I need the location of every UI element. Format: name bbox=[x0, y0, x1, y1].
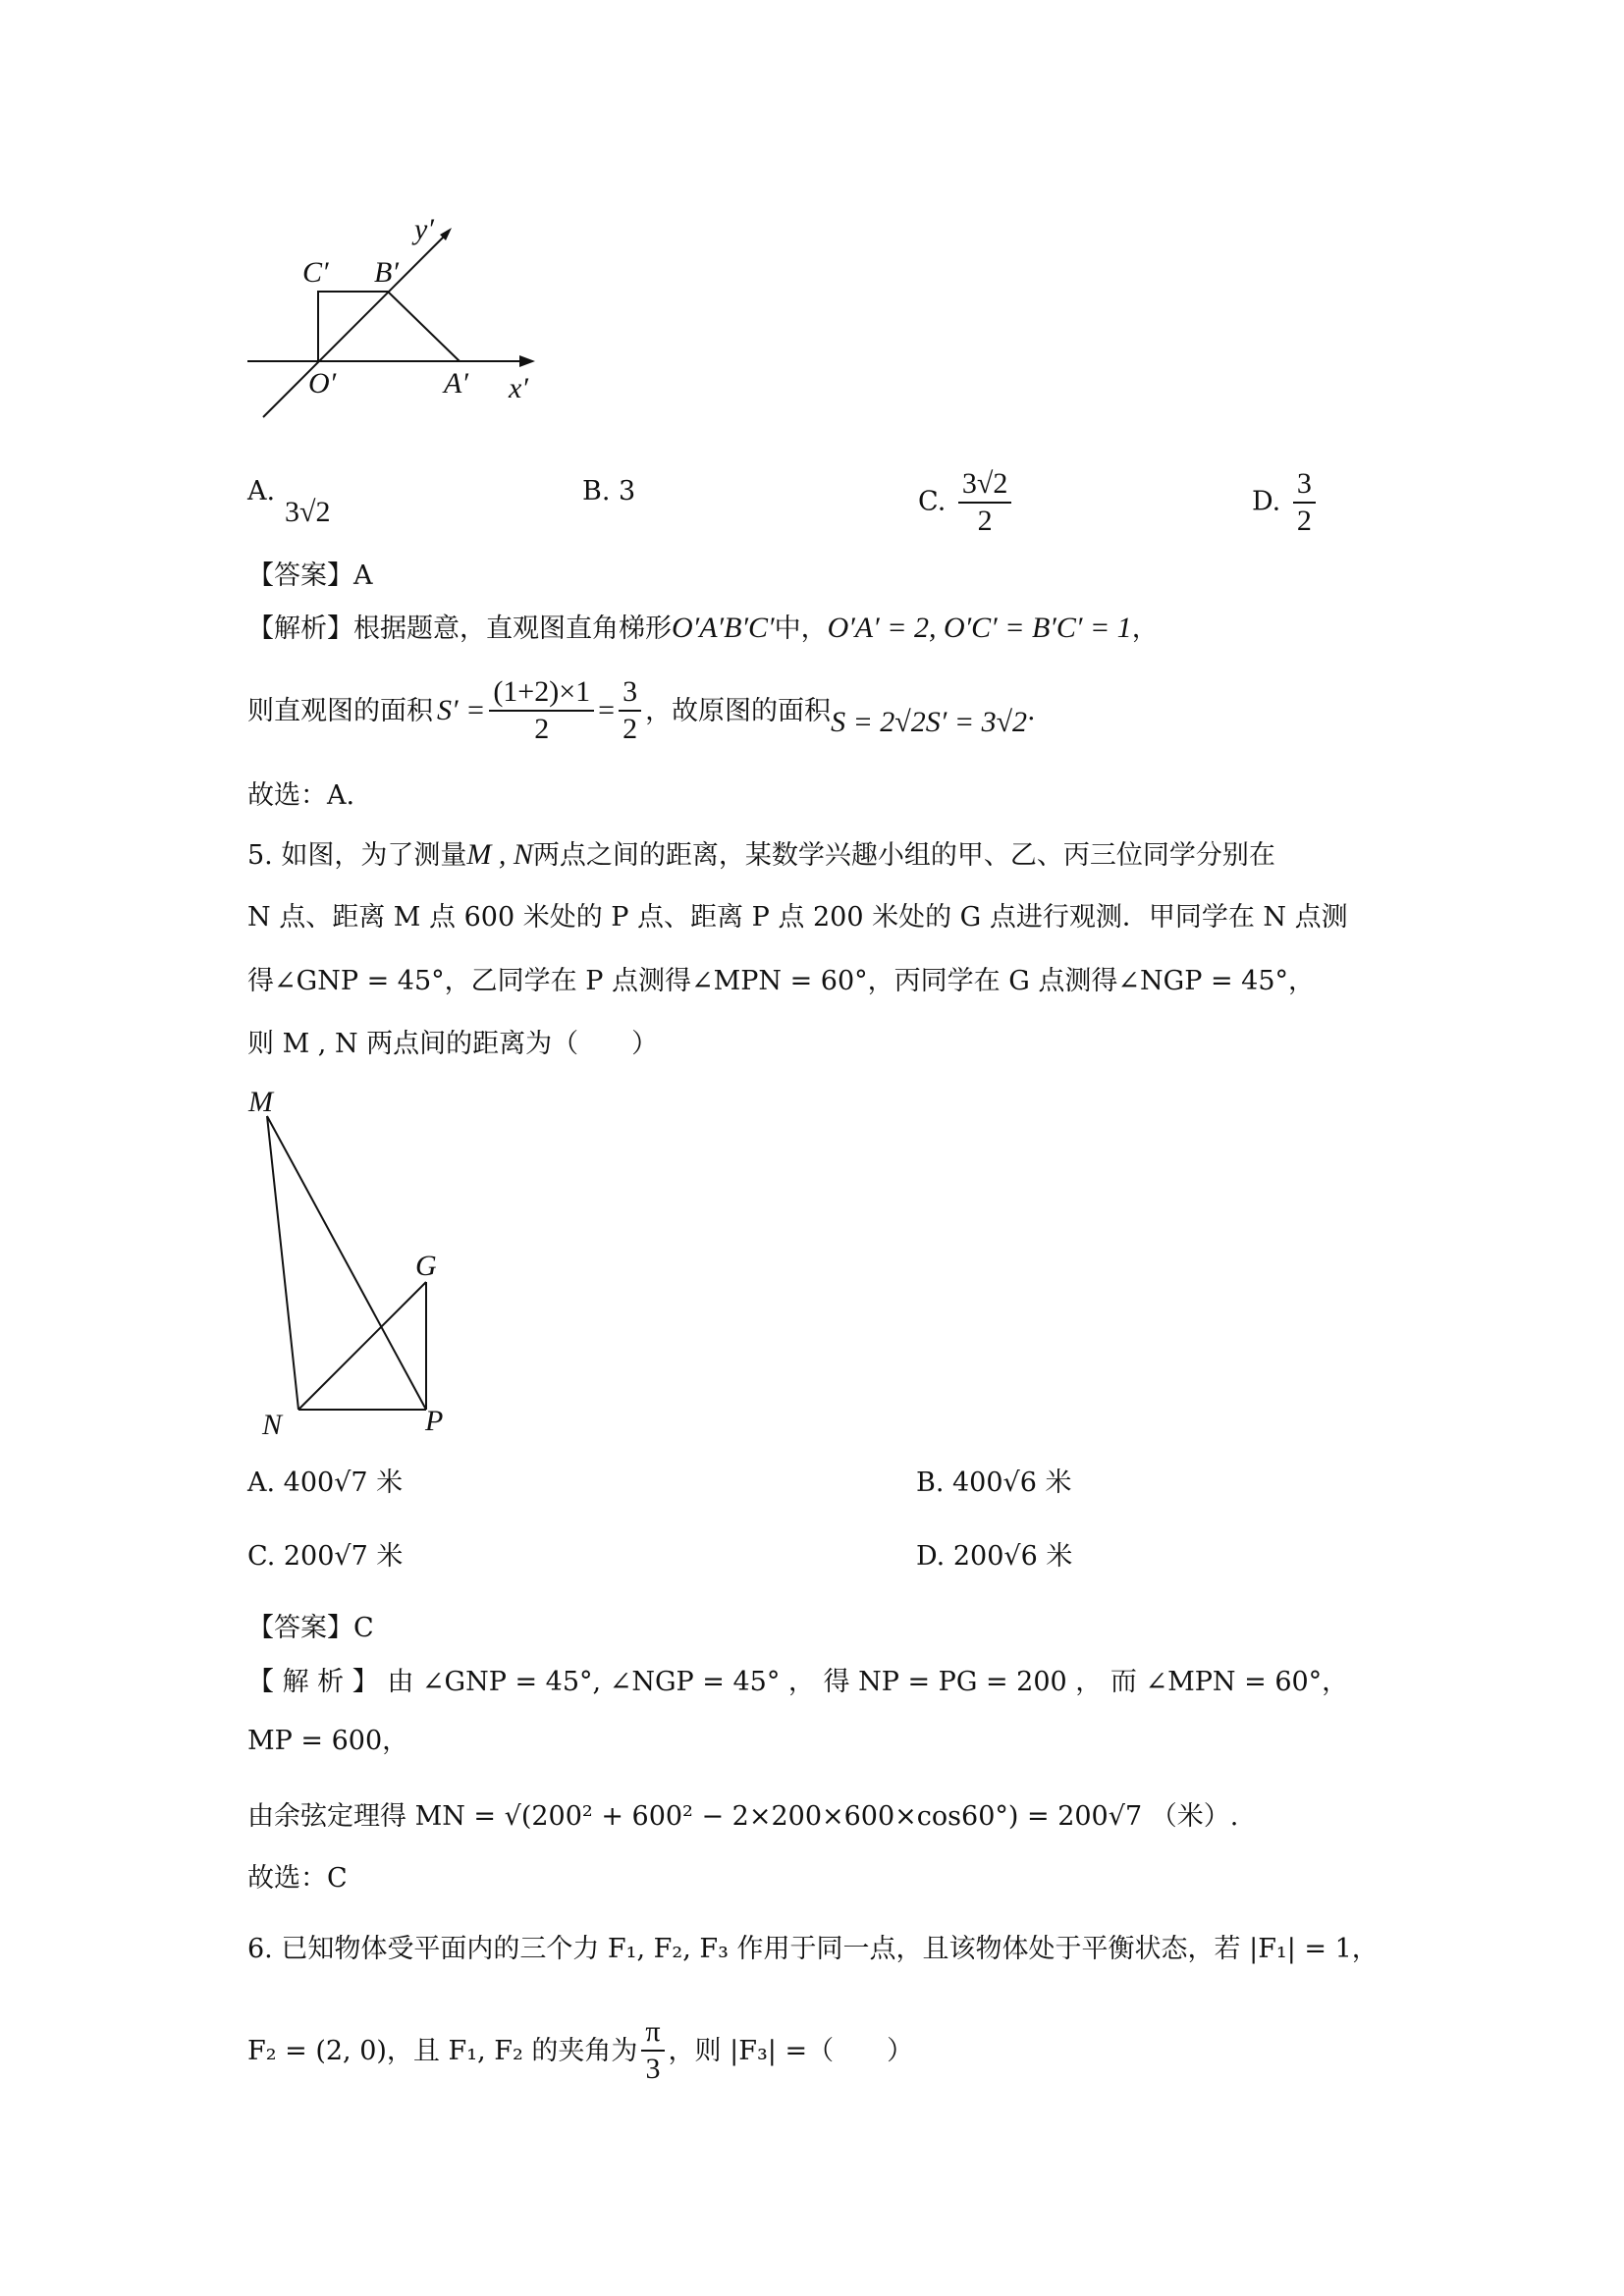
q4-option-c-fraction bbox=[958, 469, 1011, 536]
label-g: G bbox=[415, 1250, 437, 1282]
q5-option-a: A. 400√7 米 bbox=[247, 1468, 404, 1498]
q5-option-c: C. 200√7 米 bbox=[247, 1541, 404, 1572]
q4-option-a bbox=[247, 478, 275, 505]
label-x-prime: x′ bbox=[509, 372, 528, 404]
q4-fraction-1 bbox=[489, 677, 594, 744]
q6-line2-b: ，则 |F₃| =（ ） bbox=[668, 2035, 914, 2066]
q5-option-b: B. 400√6 米 bbox=[916, 1468, 1072, 1498]
x-axis-arrow bbox=[519, 355, 535, 367]
q4-option-d-fraction bbox=[1293, 469, 1316, 536]
q5-answer: 【答案】C bbox=[247, 1613, 374, 1643]
q6-angle-num: π bbox=[641, 2017, 664, 2052]
q4-option-c-numerator: 3√2 bbox=[958, 469, 1011, 504]
q4-original-area-text: ，故原图的面积 bbox=[645, 695, 832, 726]
q4-analysis-math2: O′A′ = 2, O′C′ = B′C′ = 1 bbox=[827, 612, 1132, 644]
label-y-prime: y′ bbox=[414, 213, 434, 245]
q4-analysis-math1: O′A′B′C′ bbox=[672, 612, 775, 644]
q5-analysis-line1: 【 解 析 】 由 ∠GNP = 45°, ∠NGP = 45° ， 得 NP = PG = 200 ， 而 ∠MPN = 60°， bbox=[247, 1667, 1349, 1697]
q4-analysis-mid: 中， bbox=[774, 614, 828, 644]
label-b-prime: B′ bbox=[374, 256, 399, 289]
q4-answer: 【答案】A bbox=[247, 561, 373, 591]
q4-option-d-numerator: 3 bbox=[1293, 469, 1316, 504]
q4-fraction-2 bbox=[619, 677, 641, 744]
q4-analysis-tail: ， bbox=[1131, 614, 1159, 644]
y-axis bbox=[263, 234, 447, 417]
q5-line3: 得∠GNP = 45°，乙同学在 P 点测得∠MPN = 60°，丙同学在 G 点测得∠NGP = 45°， bbox=[247, 966, 1316, 996]
q4-analysis-line2 bbox=[247, 677, 1036, 744]
label-m: M bbox=[248, 1086, 273, 1118]
q5-line1 bbox=[247, 840, 1275, 870]
q4-equals: = bbox=[598, 694, 616, 726]
q4-option-d-label: D. bbox=[1252, 486, 1281, 517]
segment-mp bbox=[267, 1116, 426, 1410]
q4-analysis-head: 【解析】根据题意，直观图直角梯形 bbox=[247, 614, 672, 644]
q4-period: . bbox=[1027, 695, 1036, 726]
q4-option-a-label: A. bbox=[247, 476, 276, 507]
trapezoid-outline bbox=[318, 292, 460, 361]
segment-ng bbox=[298, 1282, 426, 1410]
q4-s-prime: S′ = bbox=[437, 694, 486, 726]
q4-option-d bbox=[1252, 469, 1320, 536]
q5-analysis-line2: MP = 600， bbox=[247, 1726, 409, 1756]
q4-choice: 故选：A. bbox=[247, 780, 355, 811]
q4-option-b: B. 3 bbox=[582, 476, 636, 507]
q5-analysis-line3: 由余弦定理得 MN = √(200² + 600² − 2×200×600×cos60°) = 200√7 （米）. bbox=[247, 1801, 1239, 1832]
q5-line1-b: 两点之间的距离，某数学兴趣小组的甲、乙、丙三位同学分别在 bbox=[532, 840, 1275, 871]
q4-area-text: 则直观图的面积 bbox=[247, 695, 433, 726]
q6-angle-den: 3 bbox=[645, 2053, 661, 2085]
q4-option-a-value: 3√2 bbox=[285, 496, 331, 528]
segment-mn bbox=[267, 1116, 298, 1410]
triangle-figure bbox=[241, 1085, 466, 1438]
trapezoid-figure bbox=[236, 211, 560, 427]
q4-fraction-2-num: 3 bbox=[619, 677, 641, 712]
label-n: N bbox=[262, 1409, 283, 1438]
q6-line1: 6. 已知物体受平面内的三个力 F₁, F₂, F₃ 作用于同一点，且该物体处于平衡状态，若 |F₁| = 1， bbox=[247, 1934, 1379, 1964]
label-c-prime: C′ bbox=[302, 256, 329, 289]
q5-line1-mn: M , N bbox=[466, 838, 533, 871]
q4-option-c-denominator: 2 bbox=[977, 505, 993, 537]
q4-option-c bbox=[918, 469, 1015, 536]
q4-fraction-2-den: 2 bbox=[623, 713, 638, 745]
q6-line2-a: F₂ = (2, 0)，且 F₁, F₂ 的夹角为 bbox=[247, 2035, 638, 2066]
q5-line2: N 点、距离 M 点 600 米处的 P 点、距离 P 点 200 米处的 G 点进行观测．甲同学在 N 点测 bbox=[247, 902, 1348, 933]
q4-analysis-line1 bbox=[247, 614, 1159, 643]
q5-option-d: D. 200√6 米 bbox=[916, 1541, 1073, 1572]
q6-angle-fraction bbox=[641, 2017, 664, 2084]
q4-fraction-1-den: 2 bbox=[534, 713, 550, 745]
q4-fraction-1-num: (1+2)×1 bbox=[489, 677, 594, 712]
q4-s-final: S = 2√2S′ = 3√2 bbox=[831, 706, 1028, 738]
q5-choice: 故选：C bbox=[247, 1863, 348, 1894]
q6-line2 bbox=[247, 2017, 913, 2084]
label-p: P bbox=[425, 1405, 444, 1437]
label-o-prime: O′ bbox=[308, 367, 337, 400]
q4-option-c-label: C. bbox=[918, 486, 947, 517]
label-a-prime: A′ bbox=[444, 367, 468, 400]
q4-option-d-denominator: 2 bbox=[1296, 505, 1312, 537]
q5-line1-a: 5. 如图，为了测量 bbox=[247, 840, 467, 871]
q5-line4: 则 M , N 两点间的距离为（ ） bbox=[247, 1029, 659, 1059]
